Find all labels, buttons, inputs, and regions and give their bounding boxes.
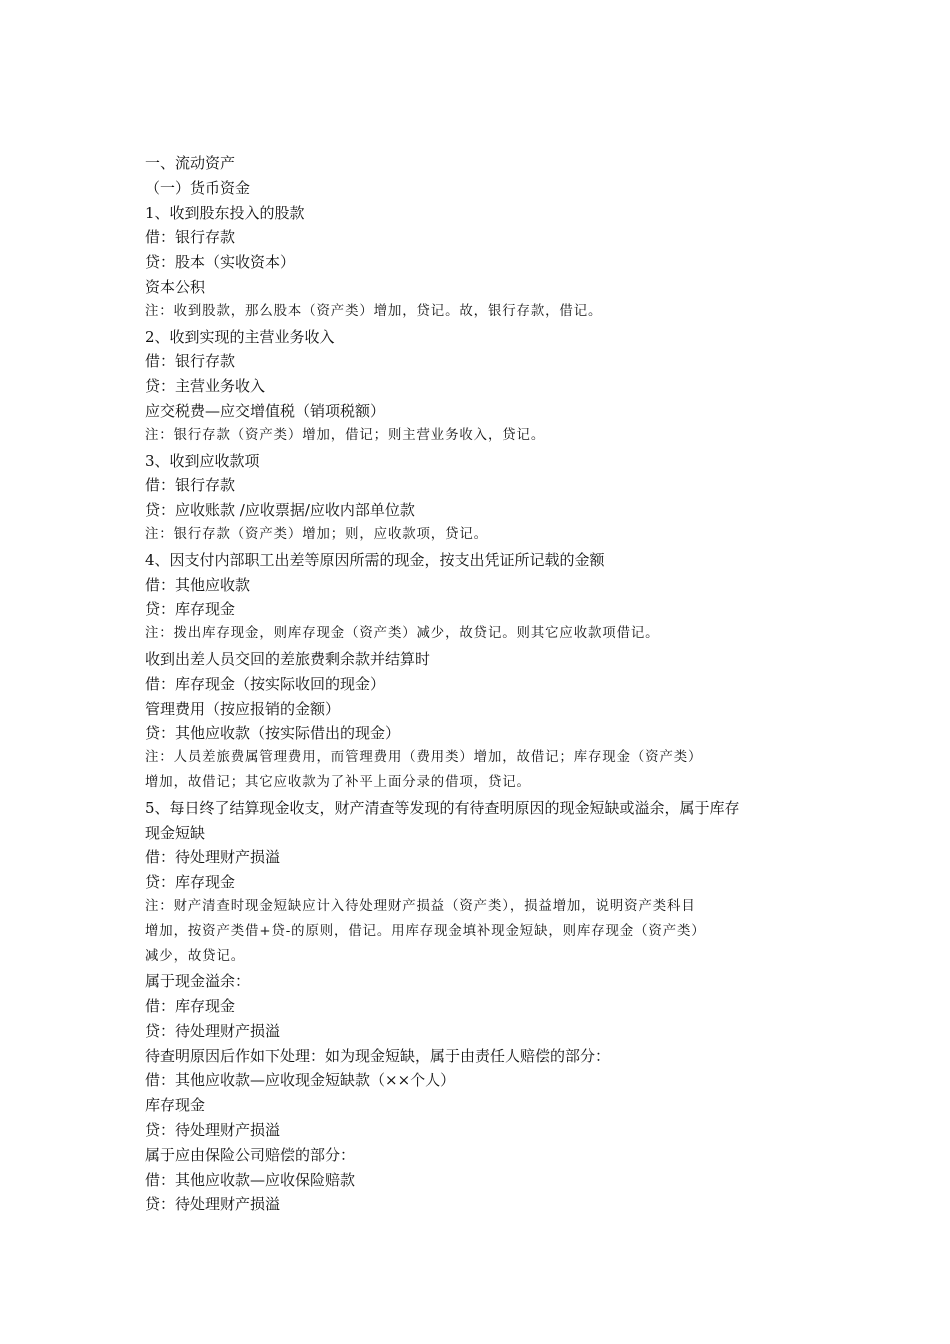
text-line: 借：银行存款 xyxy=(145,228,236,247)
text-line: 贷：库存现金 xyxy=(145,873,236,892)
note-line: 增加，故借记；其它应收款为了补平上面分录的借项，贷记。 xyxy=(145,774,531,790)
text-line: 借：待处理财产损溢 xyxy=(145,848,281,867)
text-line: 借：库存现金（按实际收回的现金） xyxy=(145,674,386,693)
text-line: 资本公积 xyxy=(145,277,206,296)
text-line: 应交税费—应交增值税（销项税额） xyxy=(145,401,386,420)
text-line: 一、流动资产 xyxy=(145,154,236,172)
text-line: 4、因支付内部职工出差等原因所需的现金，按支出凭证所记载的金额 xyxy=(145,550,605,569)
text-line: 贷：应收账款 /应收票据/应收内部单位款 xyxy=(145,501,415,520)
note-line: 增加，按资产类借+贷-的原则，借记。用库存现金填补现金短缺，则库存现金（资产类） xyxy=(145,923,706,939)
text-line: 借：其他应收款 xyxy=(145,575,251,594)
text-line: 1、收到股东投入的股款 xyxy=(145,203,305,222)
text-line: 2、收到实现的主营业务收入 xyxy=(145,327,335,346)
text-line: 待查明原因后作如下处理：如为现金短缺，属于由责任人赔偿的部分： xyxy=(145,1046,611,1065)
note-line: 注：人员差旅费属管理费用，而管理费用（费用类）增加，故借记；库存现金（资产类） xyxy=(145,750,703,766)
text-line: 收到出差人员交回的差旅费剩余款并结算时 xyxy=(145,649,431,668)
text-line: 贷：库存现金 xyxy=(145,600,236,619)
note-line: 注：拨出库存现金，则库存现金（资产类）减少，故贷记。则其它应收款项借记。 xyxy=(145,626,660,642)
note-line: 注：银行存款（资产类）增加；则，应收款项，贷记。 xyxy=(145,526,488,542)
note-line: 注：财产清查时现金短缺应计入待处理财产损益（资产类），损益增加，说明资产类科目 xyxy=(145,898,696,914)
text-line: 借：其他应收款—应收保险赔款 xyxy=(145,1170,356,1189)
text-line: 贷：其他应收款（按实际借出的现金） xyxy=(145,724,401,743)
note-line: 注：银行存款（资产类）增加，借记；则主营业务收入，贷记。 xyxy=(145,427,546,443)
text-line: 借：其他应收款—应收现金短缺款（××个人） xyxy=(145,1071,456,1090)
text-line: 借：银行存款 xyxy=(145,352,236,371)
text-line: 属于应由保险公司赔偿的部分： xyxy=(145,1145,356,1164)
text-line: 现金短缺 xyxy=(145,823,206,842)
text-line: 贷：待处理财产损溢 xyxy=(145,1121,281,1140)
text-line: 借：库存现金 xyxy=(145,997,236,1016)
note-line: 减少，故贷记。 xyxy=(145,948,246,964)
text-line: （一）货币资金 xyxy=(145,178,251,197)
text-line: 3、收到应收款项 xyxy=(145,451,260,470)
text-line: 贷：待处理财产损溢 xyxy=(145,1195,281,1214)
text-line: 5、每日终了结算现金收支，财产清查等发现的有待查明原因的现金短缺或溢余，属于库存 xyxy=(145,798,740,817)
text-line: 贷：股本（实收资本） xyxy=(145,253,296,272)
note-line: 注：收到股款，那么股本（资产类）增加，贷记。故，银行存款，借记。 xyxy=(145,303,603,319)
text-line: 属于现金溢余： xyxy=(145,972,251,991)
document-body xyxy=(145,151,825,1217)
text-line: 贷：待处理财产损溢 xyxy=(145,1021,281,1040)
text-line: 管理费用（按应报销的金额） xyxy=(145,699,341,718)
text-line: 库存现金 xyxy=(145,1096,206,1115)
text-line: 贷：主营业务收入 xyxy=(145,377,266,396)
text-line: 借：银行存款 xyxy=(145,476,236,495)
